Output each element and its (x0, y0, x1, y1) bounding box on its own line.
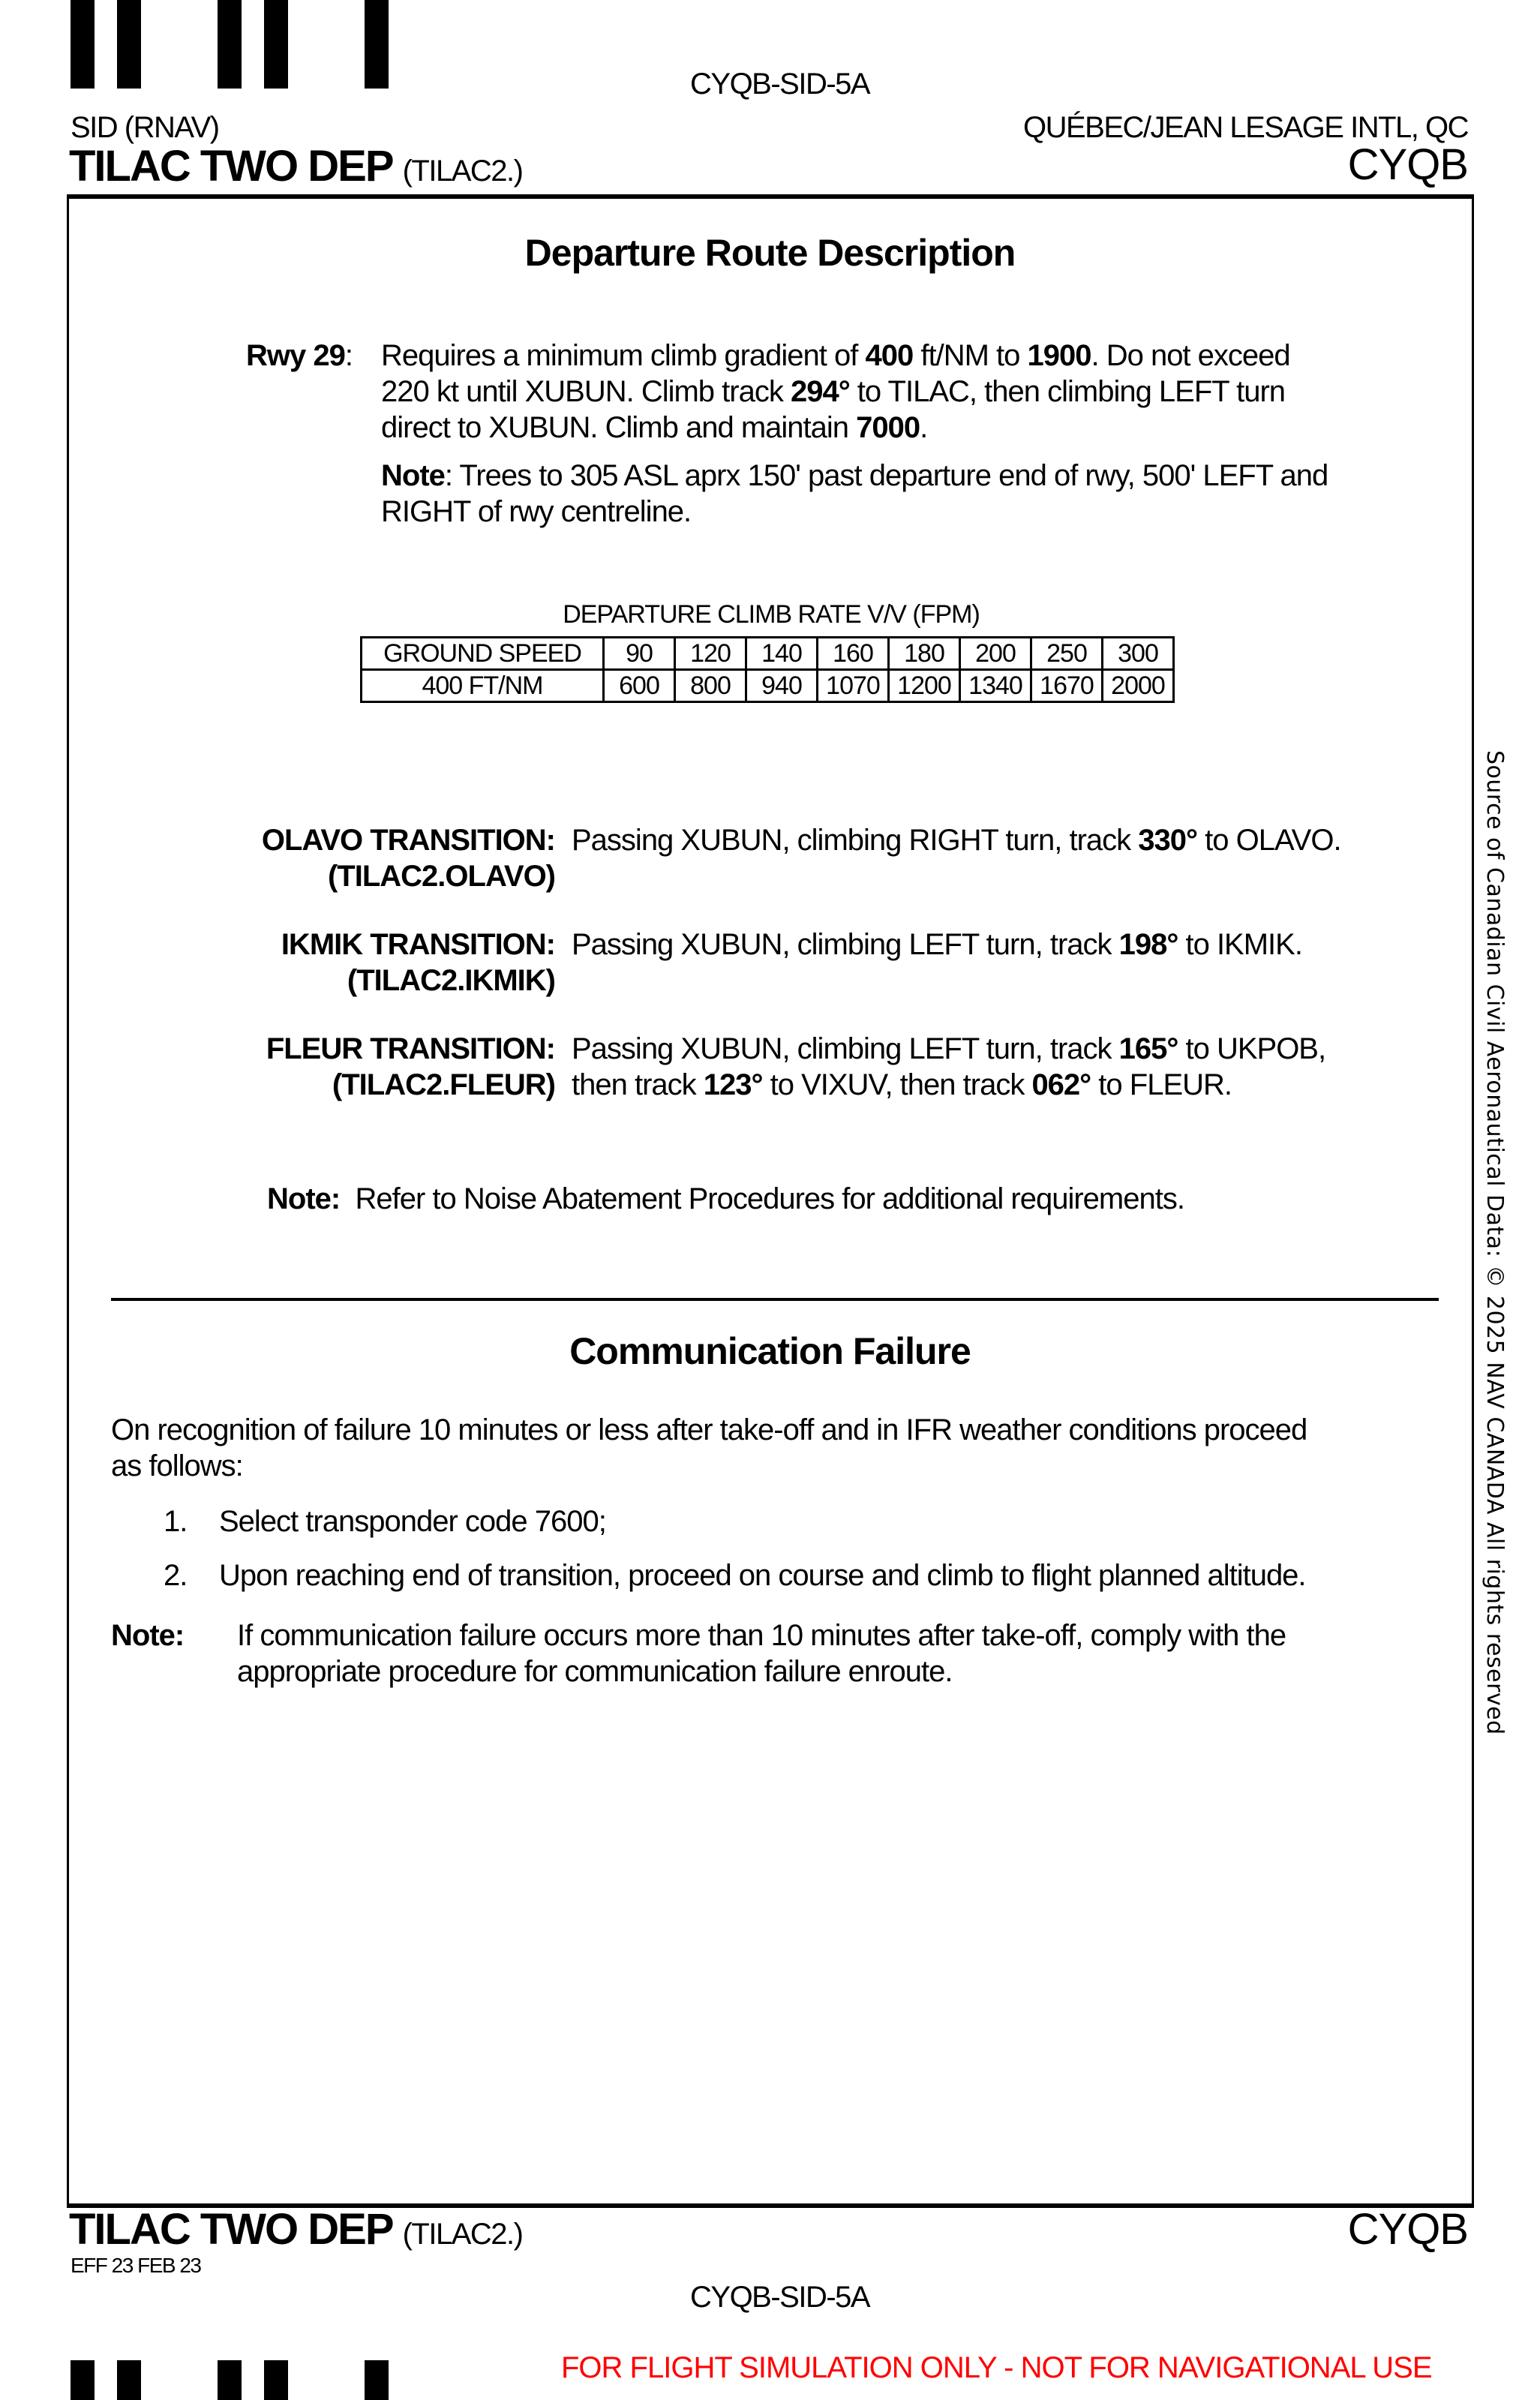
procedure-name: TILAC TWO DEP (69, 142, 392, 191)
registration-bar (365, 2360, 389, 2400)
runway-colon: : (344, 339, 353, 372)
airport-name: QUÉBEC/JEAN LESAGE INTL, QC (1023, 111, 1468, 144)
transition-label (105, 1031, 555, 1103)
ground-speed-cell: 90 (604, 638, 675, 670)
table-row-climb-rate (362, 670, 1174, 702)
procedure-type: SID (RNAV) (71, 111, 219, 144)
intro-line: On recognition of failure 10 minutes or less after take-off and in IFR weather conditions proceed (111, 1413, 1307, 1446)
airport-icao: CYQB (1347, 140, 1468, 189)
text-fragment: then track (572, 1068, 704, 1101)
ground-speed-cell: 250 (1031, 638, 1103, 670)
text-fragment: 7000 (856, 411, 920, 444)
transition-code: (TILAC2.IKMIK) (347, 964, 555, 997)
text-fragment: Passing XUBUN, climbing RIGHT turn, track (572, 824, 1139, 857)
table-row-ground-speed (362, 638, 1174, 670)
chart-id-bottom: CYQB-SID-5A (690, 2281, 870, 2314)
climb-rate-cell: 1670 (1031, 670, 1103, 702)
text-fragment: 294° (790, 375, 850, 408)
step-number: 2. (164, 1559, 188, 1592)
climb-rate-cell: 940 (746, 670, 818, 702)
runway-label-text: Rwy 29 (246, 339, 345, 372)
text-fragment: to UKPOB, (1178, 1032, 1326, 1065)
text-fragment: to IKMIK. (1178, 928, 1302, 961)
transition-description (572, 822, 1464, 858)
transition-name: IKMIK TRANSITION: (281, 928, 555, 961)
footer-procedure-code: (TILAC2.) (402, 2218, 523, 2251)
text-fragment: to FLEUR. (1091, 1068, 1232, 1101)
comm-step (164, 1503, 606, 1539)
climb-rate-cell: 800 (675, 670, 746, 702)
table-row-header: 400 FT/NM (362, 670, 604, 702)
intro-line: as follows: (111, 1449, 243, 1482)
text-fragment: Passing XUBUN, climbing LEFT turn, track (572, 1032, 1119, 1065)
transition-description (572, 927, 1464, 963)
ground-speed-cell: 200 (960, 638, 1031, 670)
text-fragment: 165° (1118, 1032, 1178, 1065)
registration-bar (71, 0, 95, 89)
climb-rate-table (360, 636, 1175, 703)
transition-code: (TILAC2.OLAVO) (327, 860, 555, 893)
ground-speed-cell: 160 (818, 638, 889, 670)
text-fragment: 198° (1118, 928, 1178, 961)
runway-instructions (381, 338, 1461, 530)
procedure-code: (TILAC2.) (402, 155, 523, 188)
transition-label (105, 822, 555, 894)
footer-airport-icao: CYQB (1347, 2205, 1468, 2254)
step-number: 1. (164, 1505, 188, 1538)
registration-bar (117, 2360, 141, 2400)
runway-note (381, 458, 1461, 494)
transition-name: OLAVO TRANSITION: (261, 824, 555, 857)
text-fragment: to VIXUV, then track (762, 1068, 1032, 1101)
text-fragment: 062° (1031, 1068, 1091, 1101)
comm-failure-title: Communication Failure (569, 1330, 971, 1372)
chart-id-top: CYQB-SID-5A (690, 68, 870, 101)
ground-speed-cell: 180 (889, 638, 960, 670)
note-label: Note: (267, 1182, 341, 1215)
climb-table-caption: DEPARTURE CLIMB RATE V/V (FPM) (563, 600, 980, 629)
registration-bar (71, 2360, 95, 2400)
text-fragment: to TILAC, then climbing LEFT turn (849, 375, 1286, 408)
note-text: Refer to Noise Abatement Procedures for additional requirements. (355, 1182, 1184, 1215)
text-fragment: direct to XUBUN. Climb and maintain (381, 411, 857, 444)
step-text: Upon reaching end of transition, proceed on course and climb to flight planned altitude. (219, 1559, 1306, 1592)
text-fragment: 220 kt until XUBUN. Climb track (381, 375, 791, 408)
note-line: If communication failure occurs more than 10 minutes after take-off, comply with the (237, 1619, 1286, 1652)
procedure-title (69, 141, 522, 191)
ground-speed-cell: 120 (675, 638, 746, 670)
climb-rate-cell: 1070 (818, 670, 889, 702)
simulation-warning: FOR FLIGHT SIMULATION ONLY - NOT FOR NAVIGATIONAL USE (561, 2351, 1432, 2384)
runway-label (246, 338, 353, 374)
note-label: Note: (111, 1619, 185, 1652)
instruction-line (381, 374, 1461, 410)
text-fragment: : Trees to 305 ASL aprx 150' past departure end of rwy, 500' LEFT and (444, 459, 1328, 492)
text-fragment: . (920, 411, 928, 444)
comm-failure-intro (111, 1412, 1461, 1484)
text-fragment: 123° (703, 1068, 763, 1101)
footer-procedure-title (69, 2204, 522, 2254)
note-line: appropriate procedure for communication failure enroute. (237, 1655, 953, 1688)
table-row-header: GROUND SPEED (362, 638, 604, 670)
text-fragment: 330° (1138, 824, 1197, 857)
transition-description (572, 1031, 1464, 1103)
note-label: Note (381, 459, 445, 492)
text-fragment: 400 (865, 339, 914, 372)
climb-rate-cell: 1340 (960, 670, 1031, 702)
registration-bar (117, 0, 141, 89)
transition-name: FLEUR TRANSITION: (266, 1032, 555, 1065)
footer-procedure-name: TILAC TWO DEP (69, 2205, 392, 2254)
section-divider (111, 1298, 1439, 1301)
instruction-line (381, 338, 1461, 374)
ground-speed-cell: 300 (1103, 638, 1174, 670)
noise-abatement-note (267, 1181, 1184, 1217)
comm-step (164, 1557, 1306, 1593)
effective-date: EFF 23 FEB 23 (71, 2254, 201, 2277)
registration-bar (264, 0, 288, 89)
data-source-credit: Source of Canadian Civil Aeronautical Data: © 2025 NAV CANADA All rights reserved (1481, 750, 1508, 1735)
text-fragment: . Do not exceed (1091, 339, 1290, 372)
registration-bar (218, 0, 242, 89)
registration-bar (264, 2360, 288, 2400)
instruction-line (381, 410, 1461, 446)
text-fragment: to OLAVO. (1197, 824, 1341, 857)
runway-note-line2: RIGHT of rwy centreline. (381, 495, 692, 528)
step-text: Select transponder code 7600; (219, 1505, 606, 1538)
departure-section-title: Departure Route Description (524, 232, 1016, 274)
comm-failure-note (111, 1618, 1461, 1690)
transition-label (105, 927, 555, 999)
text-fragment: Requires a minimum climb gradient of (381, 339, 866, 372)
climb-rate-cell: 600 (604, 670, 675, 702)
registration-bar (218, 2360, 242, 2400)
text-fragment: 1900 (1027, 339, 1091, 372)
registration-bar (365, 0, 389, 89)
text-fragment: ft/NM to (913, 339, 1028, 372)
climb-rate-cell: 1200 (889, 670, 960, 702)
transition-code: (TILAC2.FLEUR) (332, 1068, 555, 1101)
text-fragment: Passing XUBUN, climbing LEFT turn, track (572, 928, 1119, 961)
climb-rate-cell: 2000 (1103, 670, 1174, 702)
ground-speed-cell: 140 (746, 638, 818, 670)
